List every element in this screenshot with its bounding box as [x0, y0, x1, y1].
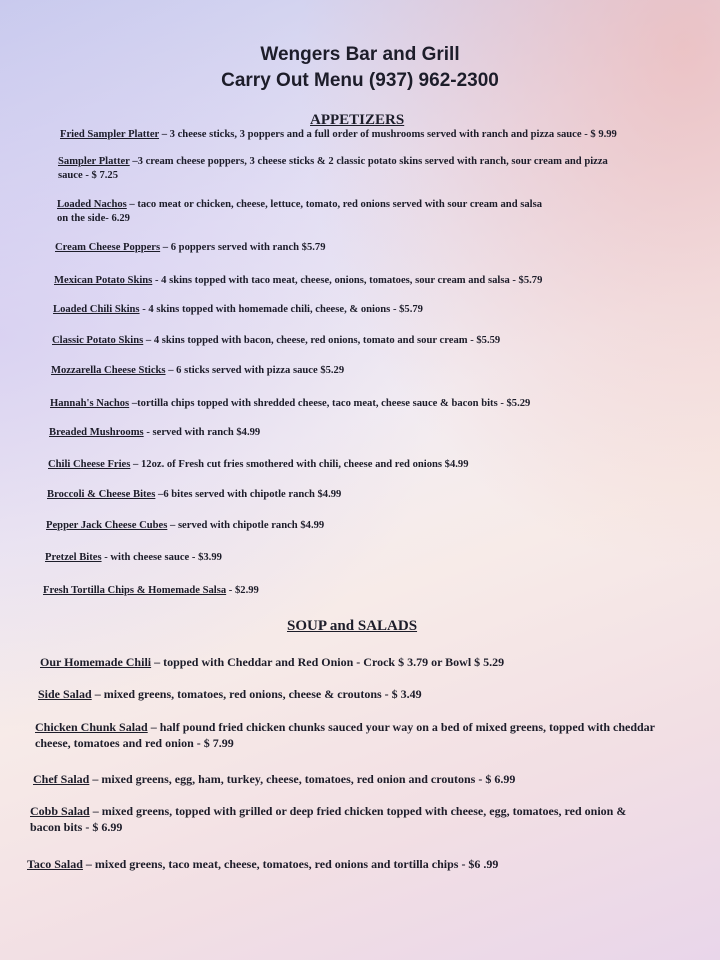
item-name: Chili Cheese Fries [48, 459, 131, 470]
item-desc: - with cheese sauce - $3.99 [101, 552, 222, 563]
item-name: Pretzel Bites [45, 552, 102, 563]
item-name: Mozzarella Cheese Sticks [51, 365, 166, 376]
item-name: Side Salad [38, 687, 92, 701]
item-name: Chicken Chunk Salad [35, 720, 148, 734]
item-desc: – 6 sticks served with pizza sauce $5.29 [165, 365, 345, 376]
item-desc: - 4 skins topped with taco meat, cheese, onions, tomatoes, sour cream and salsa - $5.79 [152, 275, 543, 286]
menu-item [46, 519, 324, 533]
item-desc: – mixed greens, tomatoes, red onions, cheese & croutons - $ 3.49 [91, 687, 422, 701]
item-name: Fresh Tortilla Chips & Homemade Salsa [43, 585, 227, 596]
item-name: Fried Sampler Platter [60, 129, 160, 140]
item-name: Chef Salad [33, 772, 90, 786]
item-desc: - served with ranch $4.99 [143, 427, 261, 438]
menu-item [48, 458, 469, 472]
item-name: Pepper Jack Cheese Cubes [46, 520, 168, 531]
menu-item [38, 686, 422, 702]
item-desc: – mixed greens, egg, ham, turkey, cheese, tomatoes, red onion and croutons - $ 6.99 [89, 772, 516, 786]
item-name: Mexican Potato Skins [54, 275, 153, 286]
item-desc: - $2.99 [226, 585, 259, 596]
item-desc: – 12oz. of Fresh cut fries smothered with chili, cheese and red onions $4.99 [130, 459, 469, 470]
item-name: Hannah's Nachos [50, 398, 130, 409]
menu-item [58, 155, 608, 183]
item-desc: – topped with Cheddar and Red Onion - Crock $ 3.79 or Bowl $ 5.29 [151, 655, 505, 669]
item-name: Broccoli & Cheese Bites [47, 489, 156, 500]
item-name: Classic Potato Skins [52, 335, 144, 346]
item-desc-cont: sauce - $ 7.25 [58, 170, 119, 181]
appetizers-heading: APPETIZERS [310, 112, 405, 128]
item-name: Loaded Chili Skins [53, 304, 140, 315]
item-desc: – mixed greens, taco meat, cheese, tomatoes, red onions and tortilla chips - $6 .99 [82, 857, 499, 871]
item-desc-cont: on the side- 6.29 [57, 213, 130, 224]
soups-heading: SOUP and SALADS [287, 618, 418, 634]
item-desc: - 4 skins topped with homemade chili, cheese, & onions - $5.79 [139, 304, 423, 315]
item-desc: – mixed greens, topped with grilled or deep fried chicken topped with cheese, egg, tomatoes, red onion & [89, 804, 627, 818]
menu-item [57, 198, 542, 226]
item-desc: – 3 cheese sticks, 3 poppers and a full order of mushrooms served with ranch and pizza sauce - $ 9.99 [159, 129, 617, 140]
item-name: Loaded Nachos [57, 199, 127, 210]
item-desc: – half pound fried chicken chunks sauced your way on a bed of mixed greens, topped with cheddar [147, 720, 656, 734]
menu-item [60, 128, 617, 142]
item-desc: – served with chipotle ranch $4.99 [167, 520, 325, 531]
item-desc-cont: cheese, tomatoes and red onion - $ 7.99 [35, 736, 234, 750]
restaurant-title: Wengers Bar and Grill [260, 44, 460, 65]
menu-item [50, 397, 530, 411]
menu-item [43, 584, 259, 598]
menu-item [30, 803, 626, 835]
menu-item [49, 426, 260, 440]
menu-item [33, 771, 515, 787]
menu-item [53, 303, 423, 317]
menu-item [47, 488, 341, 502]
item-name: Taco Salad [27, 857, 83, 871]
menu-item [51, 364, 344, 378]
menu-item [52, 334, 500, 348]
item-name: Cream Cheese Poppers [55, 242, 161, 253]
menu-item [55, 241, 326, 255]
item-name: Our Homemade Chili [40, 655, 152, 669]
item-desc: – taco meat or chicken, cheese, lettuce, tomato, red onions served with sour cream and salsa [126, 199, 543, 210]
menu-item [54, 274, 542, 288]
item-desc: –6 bites served with chipotle ranch $4.99 [155, 489, 342, 500]
item-desc: –3 cream cheese poppers, 3 cheese sticks & 2 classic potato skins served with ranch, sour cream and pizza [129, 156, 608, 167]
item-desc: – 6 poppers served with ranch $5.79 [160, 242, 326, 253]
item-name: Cobb Salad [30, 804, 90, 818]
menu-subtitle: Carry Out Menu (937) 962-2300 [221, 70, 499, 91]
item-name: Sampler Platter [58, 156, 130, 167]
item-desc: –tortilla chips topped with shredded cheese, taco meat, cheese sauce & bacon bits - $5.29 [129, 398, 531, 409]
menu-item [27, 856, 498, 872]
menu-item [40, 654, 504, 670]
item-name: Breaded Mushrooms [49, 427, 144, 438]
menu-item [45, 551, 222, 565]
menu-item [35, 719, 655, 751]
item-desc-cont: bacon bits - $ 6.99 [30, 820, 123, 834]
item-desc: – 4 skins topped with bacon, cheese, red onions, tomato and sour cream - $5.59 [143, 335, 501, 346]
